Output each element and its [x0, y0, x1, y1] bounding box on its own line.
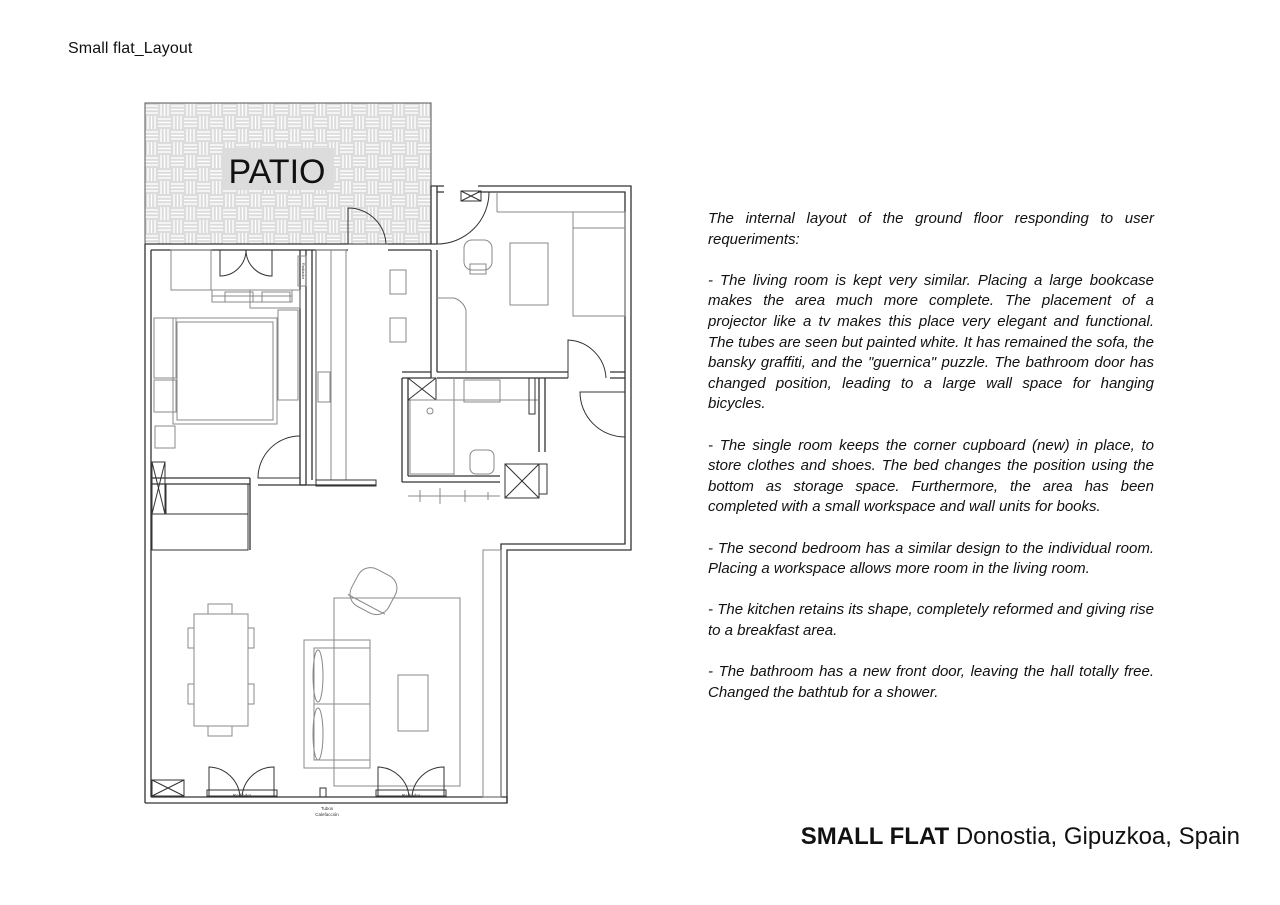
project-caption [801, 823, 1240, 851]
dining-table [194, 614, 248, 726]
outer-walls [145, 186, 631, 803]
rug [334, 598, 460, 786]
bathroom [408, 378, 547, 504]
description-bathroom: - The bathroom has a new front door, leaving the hall totally free. Changed the bathtub for a shower. [708, 663, 1154, 701]
radiator-label-3: Radiador [301, 262, 306, 280]
double-bed [173, 318, 277, 424]
description-single-room: - The single room keeps the corner cupboard (new) in place, to store clothes and shoes. The bed changes the position using the bottom as storage space. Furthermore, the area has been completed with a small workspace and wall units for books. [708, 436, 1154, 516]
patio [145, 103, 431, 244]
heating-pipe-label-1: Tubos [320, 806, 334, 811]
patio-label: PATIO [228, 153, 326, 191]
page-title: Small flat_Layout [68, 40, 193, 57]
toilet [470, 450, 494, 474]
interior-walls [151, 250, 625, 550]
layout-description [708, 209, 1154, 724]
description-kitchen: - The kitchen retains its shape, completely reformed and giving rise to a breakfast area. [708, 601, 1154, 639]
radiator-label-1: Radiador [232, 793, 252, 798]
project-location: Donostia, Gipuzkoa, Spain [955, 823, 1240, 850]
desk [510, 243, 548, 305]
coffee-table [398, 675, 428, 731]
bedroom-1 [152, 250, 306, 550]
shower [410, 400, 454, 474]
armchair [345, 563, 402, 620]
project-name: SMALL FLAT [800, 823, 950, 850]
living-room [152, 550, 501, 797]
description-living-room: - The living room is kept very similar. Placing a large bookcase makes the area much more complete. The placement of a projector like a tv makes this place very elegant and functional. The tubes are seen but painted white. It has remained the sofa, the bansky graffiti, and the "guernica" puzzle. The bathroom door has changed position, leading to a large wall space for hanging bicycles. [708, 271, 1154, 413]
description-second-bedroom: - The second bedroom has a similar design to the individual room. Placing a workspace allows more room in the living room. [708, 539, 1154, 578]
description-intro: The internal layout of the ground floor responding to user requeriments: [708, 210, 1154, 248]
heating-pipe-label-2: Calefacción [315, 812, 339, 817]
radiator-label-2: Radiador [401, 793, 421, 798]
